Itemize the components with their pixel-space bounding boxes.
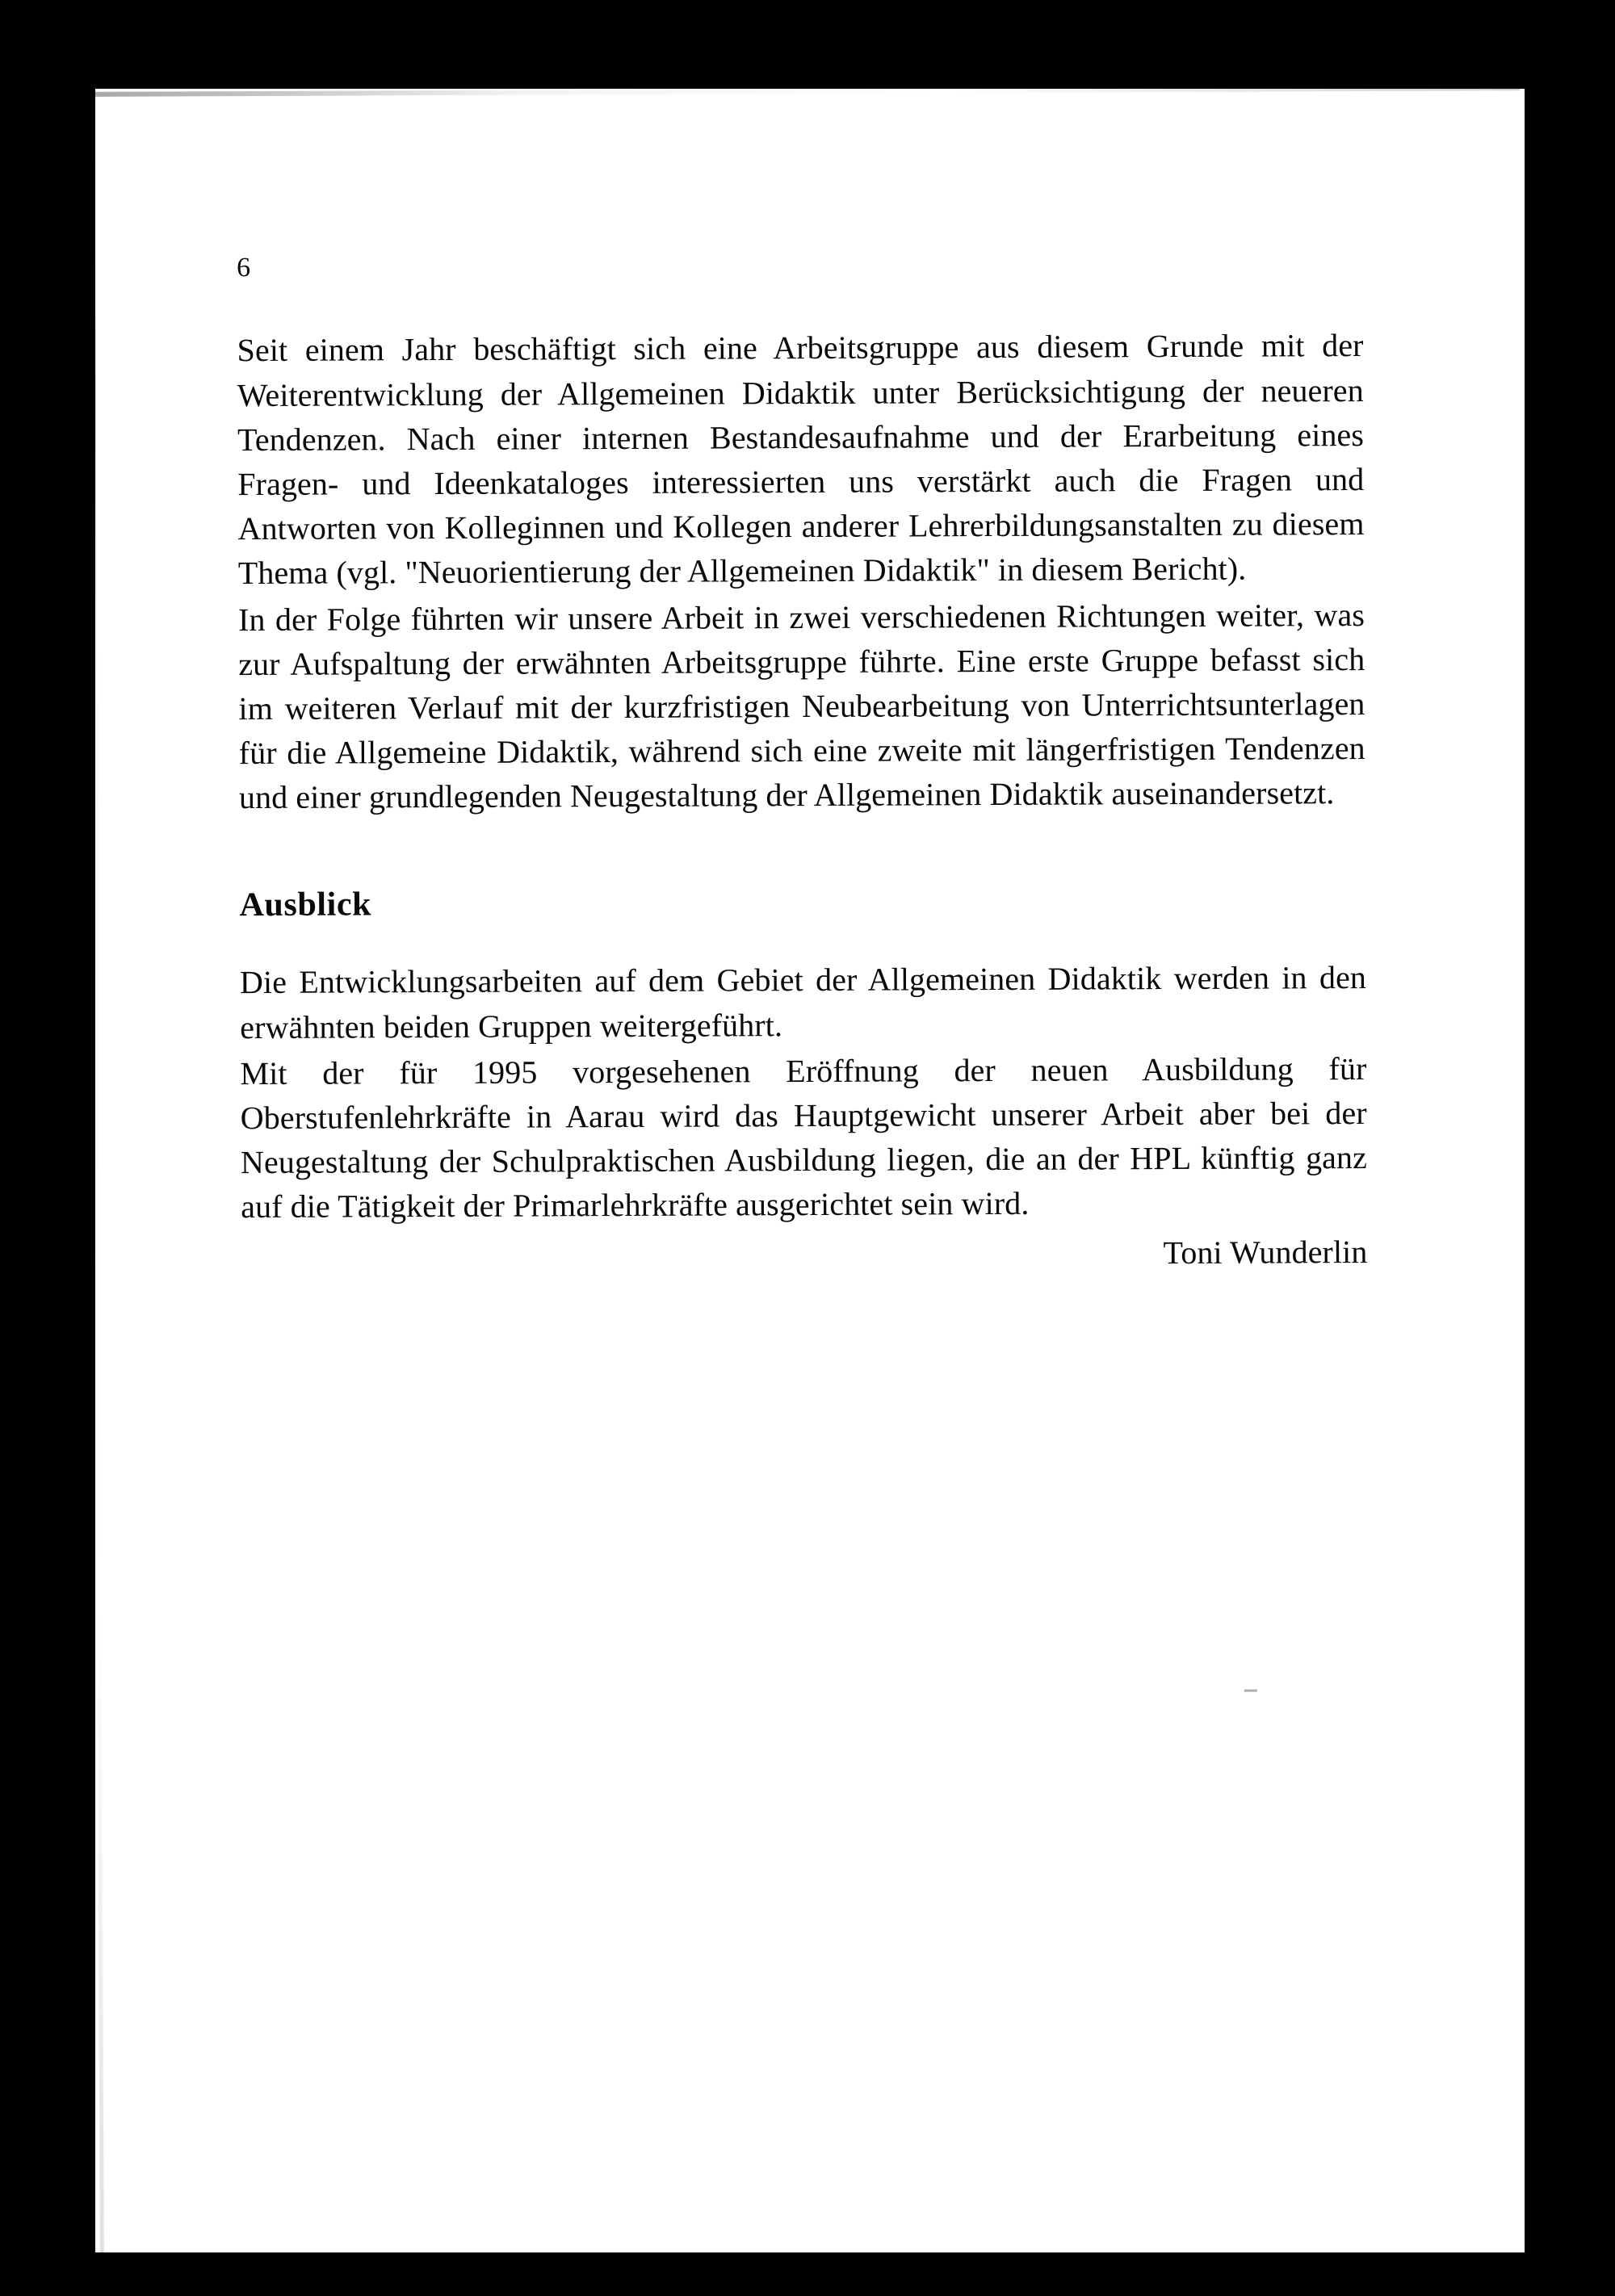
scan-edge-shadow-top <box>90 86 1520 97</box>
body-paragraph: In der Folge führten wir unsere Arbeit in zwei verschiedenen Richtungen weiter, was zur Aufspaltung der erwähnten Arbeitsgruppe führte. Eine erste Gruppe befasst sich im weiteren Verlauf mit der kurzfristigen Neubearbeitung von Unterrichtsunterlagen für die Allgemeine Didaktik, während sich eine zweite mit längerfristigen Tendenzen und einer grundlegenden Neugestaltung der Allgemeinen Didaktik auseinandersetzt. <box>237 596 1365 816</box>
page-number: 6 <box>237 253 251 283</box>
scan-edge-shadow-left <box>90 92 104 2256</box>
section-heading-ausblick: Ausblick <box>239 886 372 924</box>
scan-speck <box>1244 1690 1257 1692</box>
page-content-area <box>90 86 1529 2256</box>
scanned-page <box>95 89 1525 2252</box>
section-paragraph: Mit der für 1995 vorgesehenen Eröffnung der neuen Ausbildung für Oberstufenlehrkräfte in Aarau wird das Hauptgewicht unserer Arbeit aber bei der Neugestaltung der Schulpraktischen Ausbildung liegen, die an der HPL künftig ganz auf die Tätigkeit der Primarlehrkräfte ausgerichtet sein wird. <box>240 1050 1368 1226</box>
body-paragraph: Seit einem Jahr beschäftigt sich eine Arbeitsgruppe aus diesem Grunde mit der Weiterentwicklung der Allgemeinen Didaktik unter Berücksichtigung der neueren Tendenzen. Nach einer internen Bestandesaufnahme und der Erarbeitung eines Fragen- und Ideenkataloges interessierten uns verstärkt auch die Fragen und Antworten von Kolleginnen und Kollegen anderer Lehrerbildungsanstalten zu diesem Thema (vgl. "Neuorientierung der Allgemeinen Didaktik" in diesem Bericht). <box>237 327 1365 592</box>
section-paragraph: Die Entwicklungsarbeiten auf dem Gebiet der Allgemeinen Didaktik werden in den erwähnten beiden Gruppen weitergeführt. <box>239 959 1367 1045</box>
page-text-block <box>237 248 1368 1279</box>
author-signature: Toni Wunderlin <box>1163 1233 1368 1271</box>
